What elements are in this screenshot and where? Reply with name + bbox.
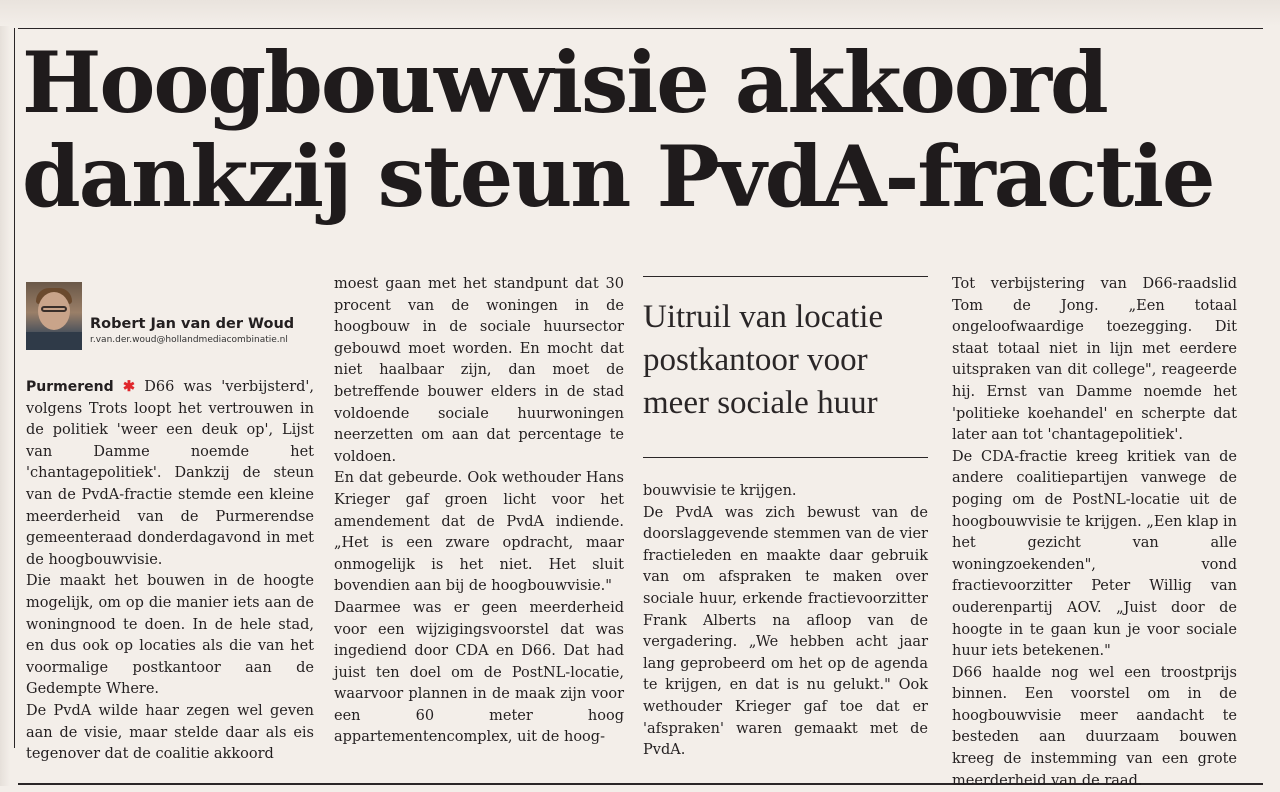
article-column-3 [643, 481, 928, 762]
article-headline [22, 33, 1262, 226]
red-asterisk-icon: ✱ [122, 378, 135, 395]
previous-page-bleed [0, 0, 1280, 26]
paragraph: Tot verbijstering van D66-raadslid Tom de Jong. „Een totaal ongeloofwaardige toezegging. Dit staat totaal niet in lijn met eerdere uitspraken van dit college", reageerde hij. Ernst van Damme noemde het 'politieke koehandel' en scherpte dat later aan tot 'chantagepolitiek'. [952, 276, 1237, 444]
lead-paragraph [26, 376, 314, 571]
paragraph: D66 haalde nog wel een troostprijs binnen. Een voorstel om in de hoogbouwvisie meer aandacht te besteden aan duurzaam bouwen kreeg de instemming van een grote meerderheid van de raad. [952, 664, 1237, 789]
left-rule [14, 28, 15, 748]
paragraph: bouwvisie te krijgen. [643, 483, 797, 499]
paragraph: Die maakt het bouwen in de hoogte mogelijk, om op die manier iets aan de woningnood te doen. In de hele stad, en dus ook op locaties als die van het voormalige postkantoor aan de Gedempte Where. [26, 573, 314, 698]
dateline: Purmerend [26, 379, 114, 395]
lead-text: D66 was 'verbijsterd', volgens Trots loopt het vertrouwen in de politiek 'weer een deuk op', Lijst van Damme noemde het 'chantagepolitiek'. Dankzij de steun van de PvdA-fractie stemde een kleine meerderheid van de Purmerendse gemeenteraad donderdagavond in met de hoogbouwvisie. [26, 379, 315, 568]
paragraph: De PvdA wilde haar zegen wel geven aan de visie, maar stelde daar als eis tegenover dat de coalitie akkoord [26, 702, 314, 763]
paragraph: De CDA-fractie kreeg kritiek van de andere coalitiepartijen vanwege de poging om de PostNL-locatie uit de hoogbouwvisie te krijgen. „Een klap in het gezicht van alle woningzoekenden", vond fractievoorzitter Peter Willig van ouderenpartij AOV. „Juist door de hoogte in te gaan kun je voor sociale huur iets betekenen." [952, 448, 1237, 660]
article-column-1 [26, 376, 314, 766]
paragraph: De PvdA was zich bewust van de doorslaggevende stemmen van de vier fractieleden en maakte daar gebruik van om afspraken te maken over sociale huur, erkende fractievoorzitter Frank Alberts na afloop van de vergadering. „We hebben acht jaar lang geprobeerd om het op de agenda te krijgen, en dat is nu gelukt." Ook wethouder Krieger gaf toe dat er 'afspraken' waren gemaakt met de PvdA. [643, 504, 928, 759]
author-email: r.van.der.woud@hollandmediacombinatie.nl [90, 335, 288, 345]
top-rule [18, 28, 1263, 29]
headline-line-2: dankzij steun PvdA-fractie [22, 127, 1214, 226]
article-column-4 [952, 274, 1237, 792]
paragraph: En dat gebeurde. Ook wethouder Hans Krieger gaf groen licht voor het amendement dat de PvdA indiende. „Het is een zware opdracht, maar onmogelijk is het niet. Het sluit bovendien aan bij de hoogbouwvisie." [334, 470, 624, 595]
author-photo [26, 282, 82, 350]
pull-quote: Uitruil van locatie postkantoor voor meer sociale huur [643, 299, 884, 421]
page-edge-shadow [0, 0, 10, 786]
article-column-2 [334, 274, 624, 749]
pull-quote-top-rule [643, 276, 928, 277]
byline [26, 282, 326, 352]
paragraph: Daarmee was er geen meerderheid voor een wijzigingsvoorstel dat was ingediend door CDA en D66. Dat had juist ten doel om de PostNL-locatie, waarvoor plannen in de maak zijn voor een 60 meter hoog appartementencomplex, uit de hoog- [334, 599, 624, 746]
paragraph: moest gaan met het standpunt dat 30 procent van de woningen in de hoogbouw in de sociale huursector gebouwd moet worden. En mocht dat niet haalbaar zijn, dan moet de betreffende bouwer elders in de stad voldoende sociale huurwoningen neerzetten om aan dat percentage te voldoen. [334, 276, 624, 465]
headline-line-1: Hoogbouwvisie akkoord [22, 33, 1107, 132]
author-name: Robert Jan van der Woud [90, 316, 295, 332]
pull-quote-bottom-rule [643, 457, 928, 458]
